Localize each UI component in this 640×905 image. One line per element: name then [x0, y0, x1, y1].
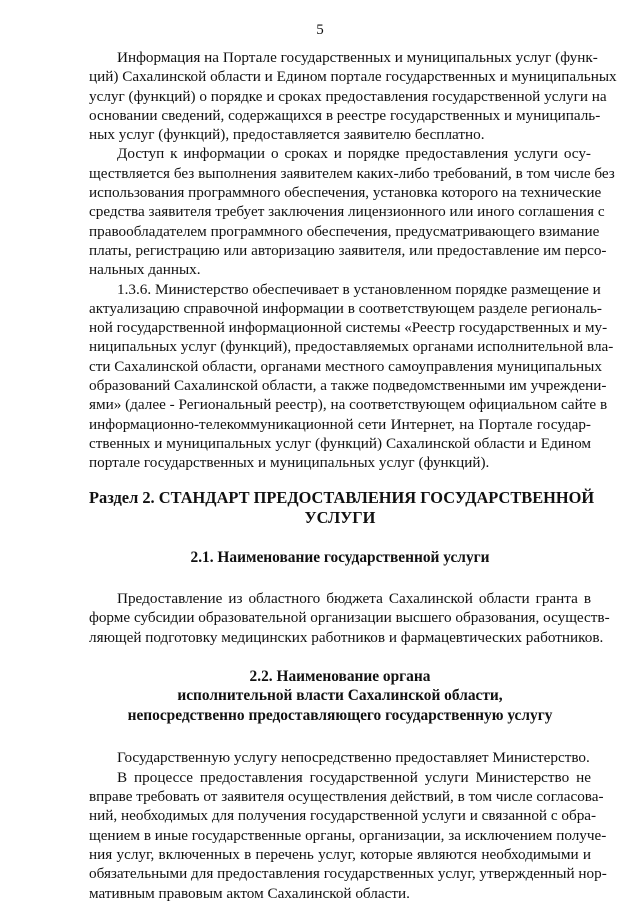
text-line: образований Сахалинской области, а также подведомственными им учреждени- [89, 377, 607, 395]
text-line: ных услуг (функций), предоставляется заявителю бесплатно. [89, 126, 485, 144]
heading-line: исполнительной власти Сахалинской области, [177, 687, 503, 705]
heading-line: непосредственно предоставляющего государственную услугу [127, 706, 553, 724]
text-line: ями» (далее - Региональный реестр), на соответствующем официальном сайте в [89, 396, 608, 414]
subsection-2-1-heading: 2.1. Наименование государственной услуги [190, 548, 490, 566]
text-line: ниципальных услуг (функций), предоставляемых органами исполнительной вла- [89, 338, 614, 356]
section-2-heading [89, 487, 595, 528]
text-line: обязательными для предоставления государственных услуг, утвержденный нор- [89, 865, 607, 883]
text-line: ной государственной информационной системы «Реестр государственных и му- [89, 319, 608, 337]
heading-line: Раздел 2. СТАНДАРТ ПРЕДОСТАВЛЕНИЯ ГОСУДАРСТВЕННОЙ [89, 487, 595, 507]
heading-line: УСЛУГИ [304, 507, 376, 527]
text-line: услуг (функций) о порядке и сроках предоставления государственной услуги на [89, 87, 607, 105]
text-line: ществляется без выполнения заявителем каких-либо требований, в том числе без [89, 164, 615, 182]
text-line: ственных и муниципальных услуг (функций) Сахалинской области и Едином [89, 434, 591, 452]
paragraph-portal-info [89, 48, 617, 144]
text-line: информационно-телекоммуникационной сети Интернет, на Портале государ- [89, 415, 591, 433]
text-line: портале государственных и муниципальных услуг (функций). [89, 454, 490, 472]
text-line: вправе требовать от заявителя осуществления действий, в том числе согласова- [89, 788, 604, 806]
paragraph-ministry-provides [89, 748, 591, 767]
text-line: Предоставление из областного бюджета Сахалинской области гранта в [117, 590, 591, 608]
heading-line: 2.2. Наименование органа [249, 667, 431, 685]
text-line: 1.3.6. Министерство обеспечивает в установленном порядке размещение и [117, 280, 601, 298]
text-line: нальных данных. [89, 261, 201, 279]
text-line: правообладателем программного обеспечения, предусматривающего взимание [89, 222, 600, 240]
text-line: форме субсидии образовательной организации высшего образования, осуществ- [89, 609, 610, 627]
subsection-2-2-heading [89, 667, 591, 726]
text-line: Информация на Портале государственных и муниципальных услуг (функ- [117, 49, 598, 66]
page-number: 5 [316, 22, 324, 38]
paragraph-service-name [89, 589, 610, 647]
text-line: В процессе предоставления государственной услуги Министерство не [117, 768, 591, 786]
paragraph-1-3-6 [89, 280, 614, 473]
text-line: ний, необходимых для получения государственной услуги и связанной с обра- [89, 807, 597, 825]
text-line: актуализацию справочной информации в соответствующем разделе региональ- [89, 299, 602, 317]
paragraph-ministry-restrictions [89, 768, 607, 903]
text-line: платы, регистрацию или авторизацию заявителя, или предоставление им персо- [89, 241, 607, 259]
page-content [89, 48, 617, 903]
text-line: ляющей подготовку медицинских работников и фармацевтических работников. [89, 628, 604, 646]
text-line: использования программного обеспечения, установка которого на технические [89, 184, 602, 202]
text-line: ния услуг, включенных в перечень услуг, которые являются необходимыми и [89, 845, 591, 863]
paragraph-access-info [89, 144, 615, 279]
text-line: сти Сахалинской области, органами местного самоуправления муниципальных [89, 357, 602, 375]
text-line: щением в иные государственные органы, организации, за исключением получе- [89, 826, 607, 844]
text-line: основании сведений, содержащихся в реестре государственных и муниципаль- [89, 106, 601, 124]
text-line: мативным правовым актом Сахалинской области. [89, 884, 410, 902]
text-line: ций) Сахалинской области и Едином портале государственных и муниципальных [89, 68, 617, 86]
text-line: средства заявителя требует заключения лицензионного или иного соглашения с [89, 203, 605, 221]
text-line: Государственную услугу непосредственно предоставляет Министерство. [117, 749, 590, 767]
text-line: Доступ к информации о сроках и порядке предоставления услуги осу- [117, 145, 591, 163]
